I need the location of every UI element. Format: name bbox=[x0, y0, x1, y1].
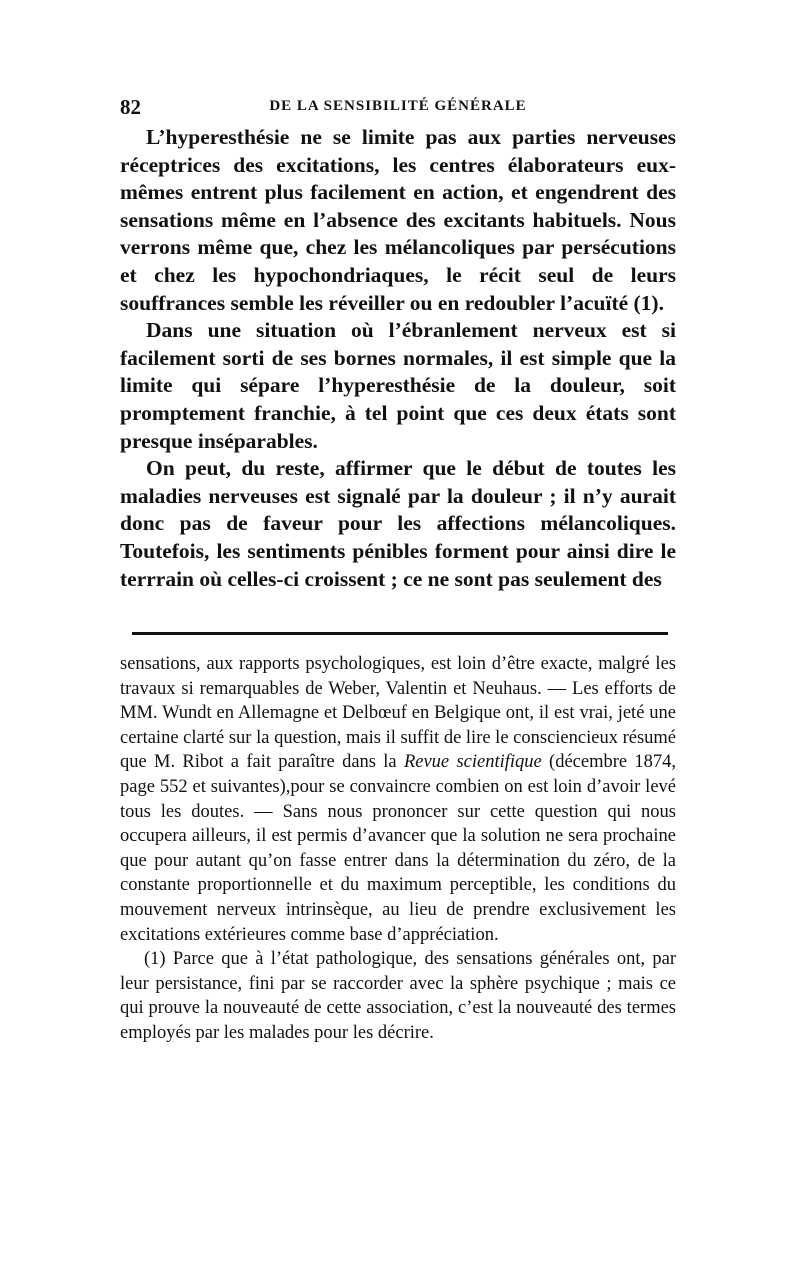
journal-title: Revue scientifique bbox=[403, 752, 542, 773]
note-text: sensations, aux rapports psychologiques, est loin d’être exacte, malgré les travaux si remarquables de Weber, Valentin et Neuhaus. — Les efforts de MM. Wundt en Allemagne et Delbœuf en Belgique ont, il est vrai, jeté une certaine clarté sur la question, mais il suffit de lire le consciencieux résumé que M. Ribot a fait paraître dans la bbox=[120, 654, 676, 773]
page-number: 82 bbox=[120, 95, 141, 119]
paragraph: On peut, du reste, affirmer que le début de toutes les maladies nerveuses est signalé par la douleur ; il n’y aurait donc pas de faveur pour les affections mélancoliques. Toutefois, les sentiments pénibles forment pour ainsi dire le terrrain où celles-ci croissent ; ce ne sont pas seulement des bbox=[120, 456, 676, 591]
running-head: DE LA SENSIBILITÉ GÉNÉRALE bbox=[269, 98, 527, 114]
page-header bbox=[120, 95, 676, 119]
footnotes bbox=[120, 652, 676, 1046]
paragraph: L’hyperesthésie ne se limite pas aux parties nerveuses réceptrices des excitations, les centres élaborateurs eux-mêmes entrent plus facilement en action, et engendrent des sensations même en l’absence des excitants habituels. Nous verrons même que, chez les mélancoliques par persécutions et chez les hypochondriaques, le récit seul de leurs souffrances semble les réveiller ou en redoubler l’acuïté (1). bbox=[120, 125, 676, 315]
footnote bbox=[120, 947, 676, 1045]
footnote-marker: (1) bbox=[144, 949, 166, 970]
paragraph: Dans une situation où l’ébranlement nerveux est si facilement sorti de ses bornes normales, il est simple que la limite qui sépare l’hyperesthésie de la douleur, soit promptement franchie, à tel point que ces deux états sont presque inséparables. bbox=[120, 318, 676, 453]
note-text: (décembre 1874, page 552 et suivantes),pour se convaincre combien on est loin d’avoir levé tous les doutes. — Sans nous prononcer sur cette question qui nous occupera ailleurs, il est permis d’avancer que la solution ne sera prochaine que pour autant qu’on fasse entrer dans la détermination du zéro, de la constante proportionnelle et du maximum perceptible, les conditions du mouvement nerveux intrinsèque, au lieu de prendre exclusivement les excitations extérieures comme base d’appréciation. bbox=[120, 752, 677, 945]
footnote-text: Parce que à l’état pathologique, des sensations générales ont, par leur persistance, fini par se raccorder avec la sphère psychique ; mais ce qui prouve la nouveauté de cette association, c’est la nouveauté des termes employés par les malades pour les décrire. bbox=[120, 949, 677, 1043]
footnote-separator bbox=[132, 632, 668, 635]
main-text bbox=[120, 124, 676, 593]
note-continuation bbox=[120, 652, 676, 947]
